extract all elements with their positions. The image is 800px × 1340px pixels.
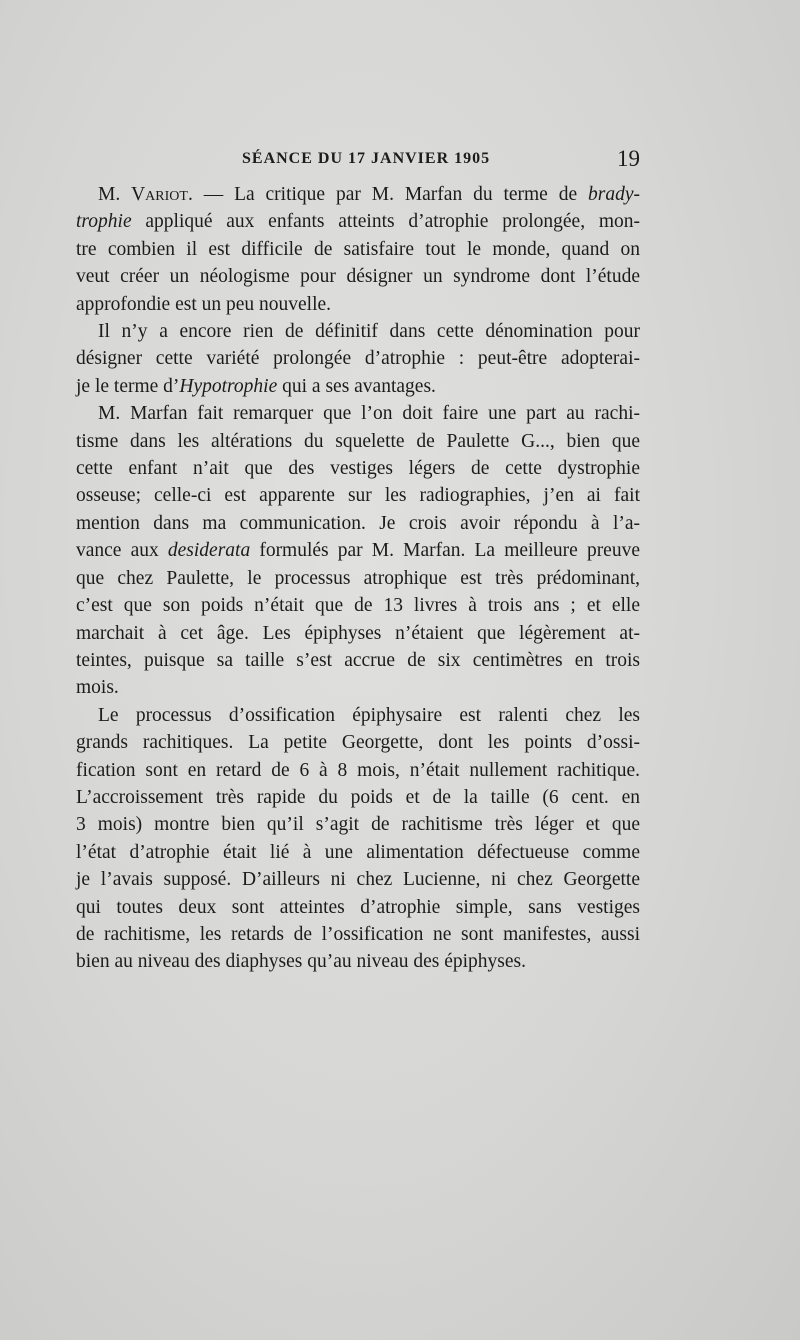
text-line bbox=[76, 565, 640, 592]
text-line bbox=[76, 757, 640, 784]
italic-term: Hypotrophie bbox=[179, 375, 278, 397]
text-segment: grands rachitiques. La petite Georgette, dont les points d’ossi- bbox=[76, 732, 640, 754]
text-segment: . — La critique par M. Marfan du terme de bbox=[187, 184, 588, 205]
text-line bbox=[76, 866, 640, 893]
text-segment: fication sont en retard de 6 à 8 mois, n’était nullement rachitique. bbox=[76, 759, 640, 781]
text-segment: appliqué aux enfants atteints d’atrophie prolongée, mon- bbox=[131, 211, 640, 233]
text-line bbox=[76, 263, 640, 290]
text-line bbox=[76, 784, 640, 811]
body-text bbox=[76, 181, 640, 976]
text-segment: Il n’y a encore rien de définitif dans cette dénomination pour bbox=[98, 321, 640, 343]
text-segment: qui a ses avantages. bbox=[277, 375, 436, 397]
text-segment: je le terme d’ bbox=[76, 375, 180, 397]
text-line bbox=[76, 455, 640, 482]
text-line bbox=[76, 894, 640, 921]
text-line bbox=[76, 921, 640, 948]
text-segment: vance aux bbox=[76, 540, 168, 562]
text-segment: cette enfant n’ait que des vestiges légers de cette dystrophie bbox=[76, 458, 640, 480]
text-line bbox=[76, 291, 640, 318]
text-line bbox=[76, 729, 640, 756]
text-segment: 3 mois) montre bien qu’il s’agit de rachitisme très léger et que bbox=[76, 814, 640, 836]
text-line bbox=[76, 674, 640, 701]
text-line bbox=[76, 620, 640, 647]
page-number: 19 bbox=[617, 146, 640, 171]
text-line bbox=[76, 839, 640, 866]
text-line bbox=[76, 400, 640, 427]
text-segment: Variot bbox=[131, 184, 188, 205]
text-segment: désigner cette variété prolongée d’atrophie : peut-être adopterai- bbox=[76, 348, 640, 370]
text-line bbox=[76, 647, 640, 674]
text-segment: bien au niveau des diaphyses qu’au niveau des épiphyses. bbox=[76, 951, 527, 973]
text-segment: teintes, puisque sa taille s’est accrue de six centimètres en trois bbox=[76, 649, 640, 671]
text-line bbox=[76, 482, 640, 509]
text-line bbox=[76, 373, 640, 400]
text-segment: tisme dans les altérations du squelette de Paulette G..., bien que bbox=[76, 430, 640, 452]
text-line bbox=[76, 948, 640, 975]
text-line bbox=[76, 702, 640, 729]
text-segment: je l’avais supposé. D’ailleurs ni chez Lucienne, ni chez Georgette bbox=[76, 869, 640, 891]
text-segment: c’est que son poids n’était que de 13 livres à trois ans ; et elle bbox=[76, 595, 640, 617]
text-segment: Le processus d’ossification épiphysaire est ralenti chez les bbox=[98, 704, 640, 726]
text-segment: osseuse; celle-ci est apparente sur les radiographies, j’en ai fait bbox=[76, 485, 640, 507]
text-segment: mention dans ma communication. Je crois avoir répondu à l’a- bbox=[76, 512, 640, 534]
text-line bbox=[76, 811, 640, 838]
text-segment: tre combien il est difficile de satisfaire tout le monde, quand on bbox=[76, 238, 640, 260]
running-title: SÉANCE DU 17 JANVIER 1905 bbox=[242, 150, 491, 167]
paragraph-p4 bbox=[76, 702, 640, 976]
text-segment: marchait à cet âge. Les épiphyses n’étaient que légèrement at- bbox=[76, 622, 640, 644]
text-line bbox=[76, 428, 640, 455]
italic-term: trophie bbox=[76, 211, 132, 233]
text-segment: que chez Paulette, le processus atrophique est très prédominant, bbox=[76, 567, 640, 589]
text-line bbox=[76, 345, 640, 372]
text-segment: M. Marfan fait remarquer que l’on doit faire une part au rachi- bbox=[98, 403, 640, 425]
text-line bbox=[76, 181, 640, 208]
text-segment: M. bbox=[98, 184, 132, 205]
italic-term: brady- bbox=[588, 184, 640, 205]
text-line bbox=[76, 537, 640, 564]
text-line bbox=[76, 510, 640, 537]
text-line bbox=[76, 592, 640, 619]
text-line bbox=[76, 236, 640, 263]
text-segment: l’état d’atrophie était lié à une alimentation défectueuse comme bbox=[76, 841, 640, 863]
text-segment: approfondie est un peu nouvelle. bbox=[76, 293, 332, 315]
text-segment: de rachitisme, les retards de l’ossification ne sont manifestes, aussi bbox=[76, 923, 640, 945]
text-line bbox=[76, 208, 640, 235]
paragraph-p2 bbox=[76, 318, 640, 400]
text-segment: qui toutes deux sont atteintes d’atrophie simple, sans vestiges bbox=[76, 896, 640, 918]
text-segment: L’accroissement très rapide du poids et de la taille (6 cent. en bbox=[76, 786, 640, 808]
text-line bbox=[76, 318, 640, 345]
page-header bbox=[62, 146, 640, 176]
italic-term: desiderata bbox=[167, 540, 251, 562]
paragraph-p3 bbox=[76, 400, 640, 701]
text-segment: veut créer un néologisme pour désigner un syndrome dont l’étude bbox=[76, 266, 640, 288]
text-segment: mois. bbox=[76, 677, 119, 699]
paragraph-p1 bbox=[76, 181, 640, 318]
text-segment: formulés par M. Marfan. La meilleure preuve bbox=[250, 540, 640, 562]
